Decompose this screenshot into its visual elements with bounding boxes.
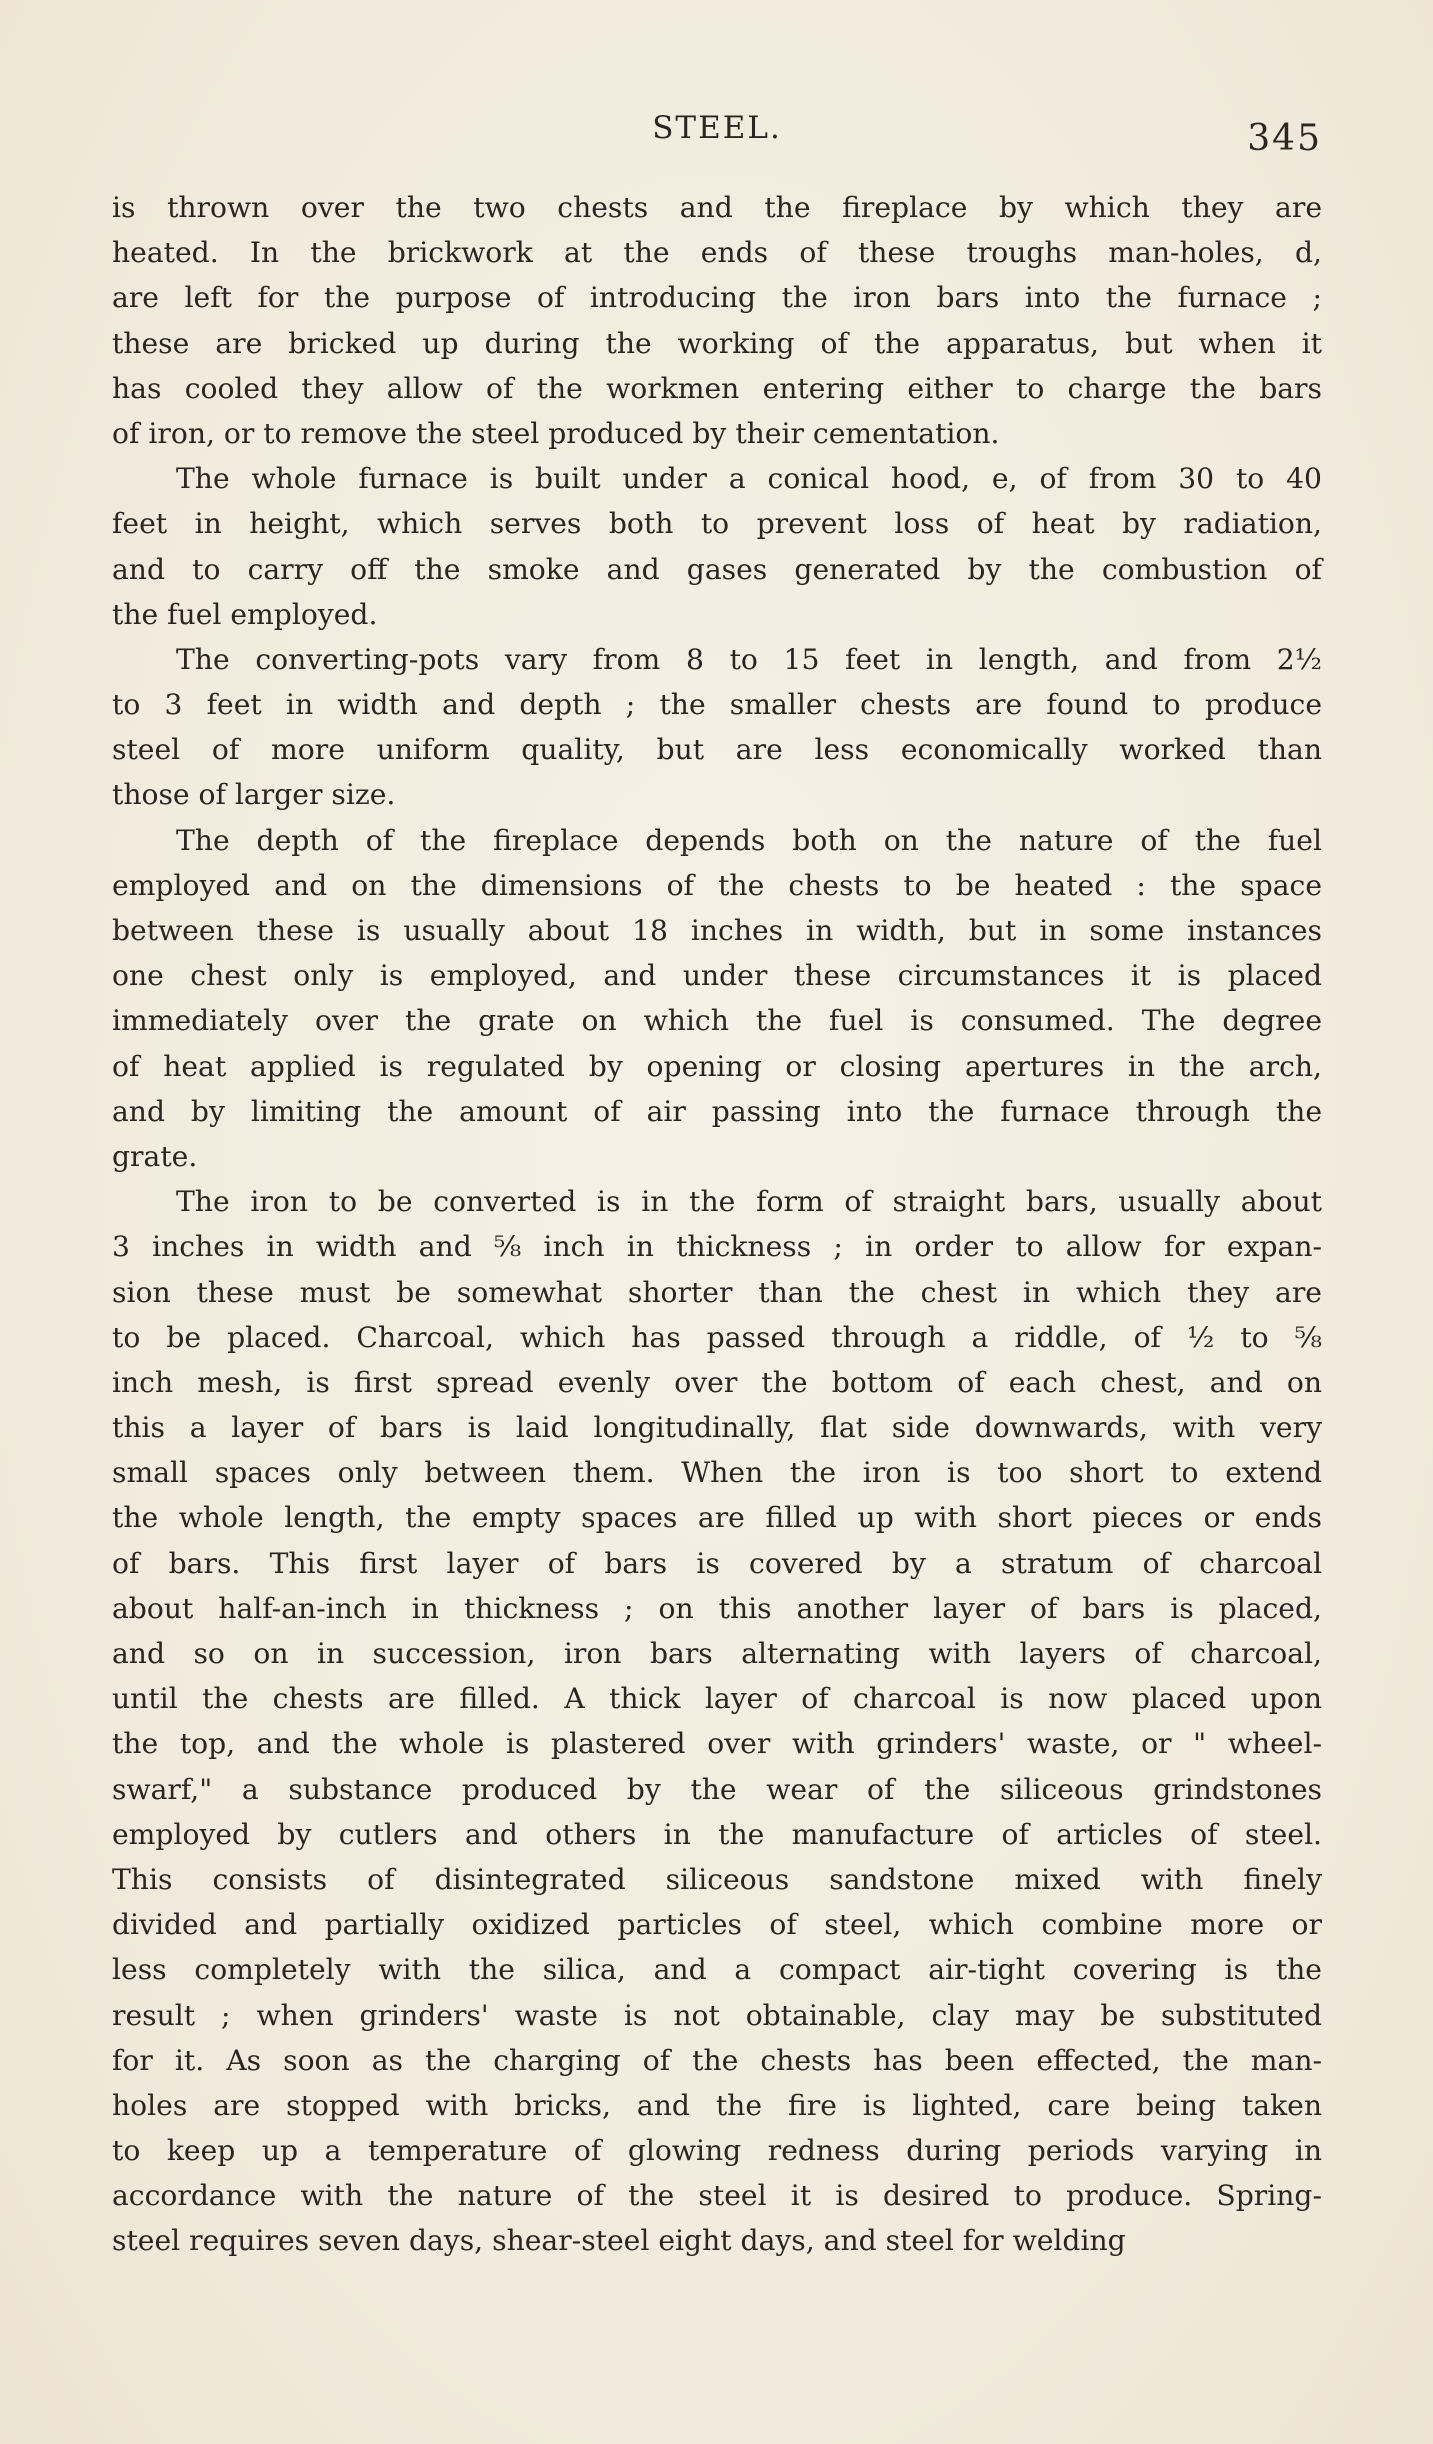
text-line: The whole furnace is built under a conical hood, e, of from 30 to 40 xyxy=(176,462,1322,496)
text-line: 3 inches in width and ⅝ inch in thickness ; in order to allow for expan- xyxy=(112,1230,1322,1264)
page-number: 345 xyxy=(1247,118,1322,159)
running-title: STEEL. xyxy=(652,110,782,146)
text-line: The iron to be converted is in the form of straight bars, usually about xyxy=(176,1185,1322,1219)
text-line: accordance with the nature of the steel it is desired to produce. Spring- xyxy=(112,2179,1322,2213)
text-line: grate. xyxy=(112,1139,198,1173)
text-line: the fuel employed. xyxy=(112,597,378,631)
text-line: has cooled they allow of the workmen entering either to charge the bars xyxy=(112,371,1322,405)
text-line: inch mesh, is first spread evenly over the bottom of each chest, and on xyxy=(112,1365,1322,1399)
text-line: the top, and the whole is plastered over with grinders' waste, or " wheel- xyxy=(112,1727,1322,1761)
text-line: of iron, or to remove the steel produced by their cementation. xyxy=(112,416,1000,450)
text-line: of bars. This first layer of bars is covered by a stratum of charcoal xyxy=(112,1546,1322,1580)
text-line: immediately over the grate on which the fuel is consumed. The degree xyxy=(112,1004,1322,1038)
text-line: steel requires seven days, shear-steel eight days, and steel for welding xyxy=(112,2224,1126,2258)
text-line: swarf," a substance produced by the wear of the siliceous grindstones xyxy=(112,1772,1322,1806)
text-line: about half-an-inch in thickness ; on this another layer of bars is placed, xyxy=(112,1591,1322,1625)
paragraph xyxy=(112,818,1322,1180)
text-line: The converting-pots vary from 8 to 15 feet in length, and from 2½ xyxy=(176,642,1322,676)
text-line: of heat applied is regulated by opening or closing apertures in the arch, xyxy=(112,1049,1322,1083)
paragraph xyxy=(112,185,1322,456)
text-line: to 3 feet in width and depth ; the smaller chests are found to produce xyxy=(112,688,1322,722)
text-line: those of larger size. xyxy=(112,778,396,812)
text-line: for it. As soon as the charging of the chests has been effected, the man- xyxy=(112,2043,1322,2077)
text-line: heated. In the brickwork at the ends of these troughs man-holes, d, xyxy=(112,236,1322,270)
text-line: feet in height, which serves both to prevent loss of heat by radiation, xyxy=(112,507,1322,541)
text-line: to be placed. Charcoal, which has passed through a riddle, of ½ to ⅝ xyxy=(112,1320,1322,1354)
text-line: This consists of disintegrated siliceous sandstone mixed with finely xyxy=(112,1862,1322,1896)
text-line: small spaces only between them. When the iron is too short to extend xyxy=(112,1456,1322,1490)
text-line: and to carry off the smoke and gases generated by the combustion of xyxy=(112,552,1322,586)
text-line: The depth of the fireplace depends both on the nature of the fuel xyxy=(176,823,1322,857)
text-line: these are bricked up during the working of the apparatus, but when it xyxy=(112,326,1322,360)
text-line: employed by cutlers and others in the manufacture of articles of steel. xyxy=(112,1817,1322,1851)
text-line: is thrown over the two chests and the fireplace by which they are xyxy=(112,191,1322,224)
text-line: divided and partially oxidized particles of steel, which combine more or xyxy=(112,1908,1322,1942)
paragraph xyxy=(112,637,1322,818)
text-line: steel of more uniform quality, but are less economically worked than xyxy=(112,733,1322,767)
body-text xyxy=(112,185,1322,2264)
text-line: holes are stopped with bricks, and the fire is lighted, care being taken xyxy=(112,2088,1322,2122)
text-line: and by limiting the amount of air passing into the furnace through the xyxy=(112,1094,1322,1128)
text-line: the whole length, the empty spaces are filled up with short pieces or ends xyxy=(112,1501,1322,1535)
text-line: less completely with the silica, and a compact air-tight covering is the xyxy=(112,1953,1322,1987)
text-line: until the chests are filled. A thick layer of charcoal is now placed upon xyxy=(112,1682,1322,1716)
text-line: this a layer of bars is laid longitudinally, flat side downwards, with very xyxy=(112,1411,1322,1445)
text-line: to keep up a temperature of glowing redness during periods varying in xyxy=(112,2134,1322,2168)
paragraph xyxy=(112,1179,1322,2264)
text-line: sion these must be somewhat shorter than the chest in which they are xyxy=(112,1275,1322,1309)
paragraph xyxy=(112,456,1322,637)
text-line: employed and on the dimensions of the chests to be heated : the space xyxy=(112,868,1322,902)
text-line: are left for the purpose of introducing the iron bars into the furnace ; xyxy=(112,281,1322,315)
text-line: between these is usually about 18 inches in width, but in some instances xyxy=(112,914,1322,947)
text-line: one chest only is employed, and under these circumstances it is placed xyxy=(112,959,1322,993)
text-line: result ; when grinders' waste is not obtainable, clay may be substituted xyxy=(112,1998,1322,2032)
running-head xyxy=(112,110,1322,170)
text-line: and so on in succession, iron bars alternating with layers of charcoal, xyxy=(112,1637,1322,1670)
